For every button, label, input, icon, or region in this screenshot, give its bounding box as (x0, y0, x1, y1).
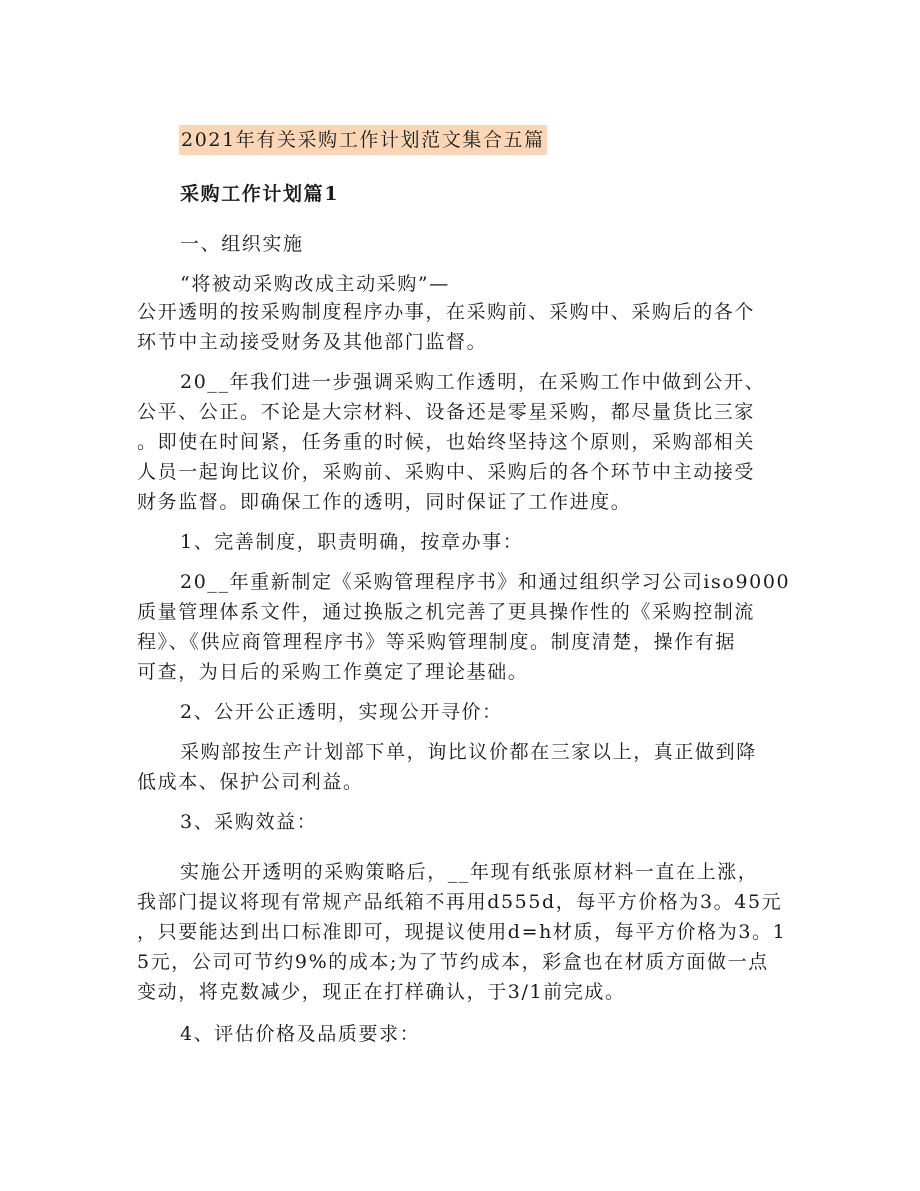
paragraph-line: 实施公开透明的采购策略后，__年现有纸张原材料一直在上涨， (180, 861, 759, 883)
document-title: 2021年有关采购工作计划范文集合五篇 (179, 125, 547, 155)
paragraph-line: 质量管理体系文件，通过换版之机完善了更具操作性的《采购控制流 (137, 601, 756, 623)
paragraph-line: 采购部按生产计划部下单，询比议价都在三家以上，真正做到降 (180, 741, 757, 763)
paragraph-line: 低成本、保护公司利益。 (137, 771, 364, 793)
paragraph-line: 变动，将克数减少，现正在打样确认，于3/1前完成。 (137, 981, 626, 1003)
subheading-item-1: 1、完善制度，职责明确，按章办事： (180, 531, 524, 553)
paragraph-line: 程》、《供应商管理程序书》等采购管理制度。制度清楚，操作有据 (137, 631, 737, 653)
subheading-item-2: 2、公开公正透明，实现公开寻价： (180, 701, 503, 723)
paragraph-line: 。即使在时间紧，任务重的时候，也始终坚持这个原则，采购部相关 (137, 431, 756, 453)
subheading-item-4: 4、评估价格及品质要求： (180, 1023, 421, 1045)
paragraph-line: 20__年重新制定《采购管理程序书》和通过组织学习公司iso9000 (180, 571, 791, 593)
paragraph-line: ，只要能达到出口标准即可，现提议使用d=h材质，每平方价格为3。1 (137, 921, 787, 943)
subheading-item-3: 3、采购效益： (180, 811, 318, 833)
paragraph-line: “将被动采购改成主动采购”— (180, 273, 450, 295)
subheading-organize: 一、组织实施 (180, 233, 304, 255)
section-heading: 采购工作计划篇1 (180, 183, 340, 205)
paragraph-line: 20__年我们进一步强调采购工作透明，在采购工作中做到公开、 (180, 371, 766, 393)
paragraph-line: 环节中主动接受财务及其他部门监督。 (137, 331, 488, 353)
paragraph-line: 我部门提议将现有常规产品纸箱不再用d555d，每平方价格为3。45元 (137, 891, 783, 913)
paragraph-line: 人员一起询比议价，采购前、采购中、采购后的各个环节中主动接受 (137, 461, 756, 483)
paragraph-line: 公开透明的按采购制度程序办事，在采购前、采购中、采购后的各个 (137, 301, 756, 323)
paragraph-line: 可查，为日后的采购工作奠定了理论基础。 (137, 661, 529, 683)
paragraph-line: 财务监督。即确保工作的透明，同时保证了工作进度。 (137, 491, 632, 513)
paragraph-line: 公平、公正。不论是大宗材料、设备还是零星采购，都尽量货比三家 (137, 401, 756, 423)
paragraph-line: 5元，公司可节约9%的成本;为了节约成本，彩盒也在材质方面做一点 (137, 951, 769, 973)
